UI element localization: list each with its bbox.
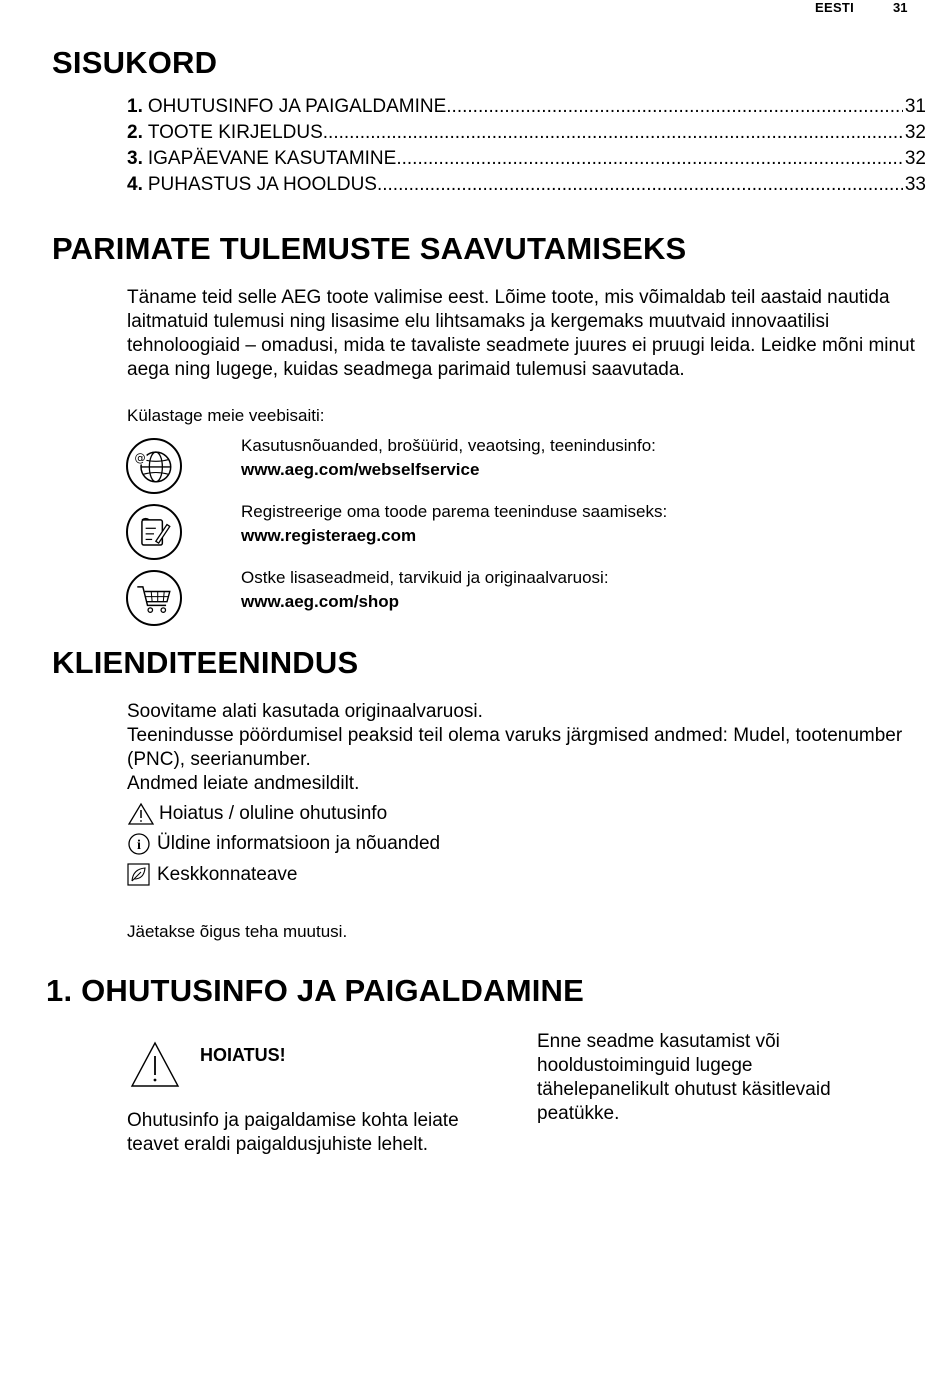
toc-item[interactable] bbox=[127, 148, 926, 174]
legend-environment-label: Keskkonnateave bbox=[157, 864, 298, 885]
legend-info bbox=[127, 832, 440, 856]
webselfservice-text: Kasutusnõuanded, brošüürid, veaotsing, teenindusinfo: bbox=[241, 436, 656, 455]
toc-title: SISUKORD bbox=[52, 45, 218, 80]
toc-item-number: 1. bbox=[127, 96, 143, 117]
toc-item-label: OHUTUSINFO JA PAIGALDAMINE bbox=[147, 96, 447, 117]
table-of-contents bbox=[127, 96, 926, 200]
toc-item-label: PUHASTUS JA HOOLDUS bbox=[147, 174, 377, 195]
customer-service-line2: Teenindusse pöördumisel peaksid teil olema varuks järgmised andmed: Mudel, tootenumber (PNC), seerianumber. bbox=[127, 725, 903, 770]
toc-item-page: 33 bbox=[904, 174, 926, 195]
svg-text:i: i bbox=[137, 838, 141, 853]
toc-item-page: 31 bbox=[904, 96, 926, 117]
legend-environment bbox=[127, 863, 298, 887]
safety-section-title: 1. OHUTUSINFO JA PAIGALDAMINE bbox=[46, 973, 584, 1008]
shop-info bbox=[241, 566, 609, 614]
legend-warning-label: Hoiatus / oluline ohutusinfo bbox=[159, 803, 388, 824]
warning-triangle-icon bbox=[127, 802, 155, 826]
visit-website-label: Külastage meie veebisaiti: bbox=[127, 406, 325, 425]
customer-service-line1: Soovitame alati kasutada originaalvaruosi. bbox=[127, 701, 483, 722]
register-text: Registreerige oma toode parema teeninduse saamiseks: bbox=[241, 502, 668, 521]
warning-heading: HOIATUS! bbox=[200, 1045, 286, 1065]
toc-item-page: 32 bbox=[904, 148, 926, 169]
toc-leader-dots bbox=[396, 148, 903, 170]
toc-item[interactable] bbox=[127, 122, 926, 148]
leaf-icon bbox=[127, 863, 153, 887]
toc-item-label: TOOTE KIRJELDUS bbox=[147, 122, 323, 143]
toc-leader-dots bbox=[323, 122, 903, 144]
safety-right-text: Enne seadme kasutamist või hooldustoiminguid lugege tähelepanelikult ohutust käsitlevaid peatükke. bbox=[537, 1031, 831, 1124]
page-number: 31 bbox=[893, 0, 908, 15]
warning-triangle-icon bbox=[130, 1040, 180, 1088]
toc-item-number: 3. bbox=[127, 148, 143, 169]
shop-link[interactable]: www.aeg.com/shop bbox=[241, 592, 400, 611]
disclaimer: Jäetakse õigus teha muutusi. bbox=[127, 922, 348, 941]
shopping-cart-icon bbox=[126, 570, 182, 626]
toc-item[interactable] bbox=[127, 174, 926, 200]
globe-at-icon bbox=[126, 438, 182, 494]
customer-service-line3: Andmed leiate andmesildilt. bbox=[127, 773, 360, 794]
legend-info-label: Üldine informatsioon ja nõuanded bbox=[157, 833, 441, 854]
toc-item-label: IGAPÄEVANE KASUTAMINE bbox=[147, 148, 397, 169]
webselfservice-link[interactable]: www.aeg.com/webselfservice bbox=[241, 460, 480, 479]
toc-item-number: 4. bbox=[127, 174, 143, 195]
best-results-title: PARIMATE TULEMUSTE SAAVUTAMISEKS bbox=[52, 231, 687, 266]
webselfservice-info bbox=[241, 434, 656, 482]
toc-item[interactable] bbox=[127, 96, 926, 122]
customer-service-title: KLIENDITEENINDUS bbox=[52, 645, 359, 680]
toc-item-number: 2. bbox=[127, 122, 143, 143]
register-info bbox=[241, 500, 667, 548]
register-notepad-icon bbox=[126, 504, 182, 560]
shop-text: Ostke lisaseadmeid, tarvikuid ja originaalvaruosi: bbox=[241, 568, 609, 587]
toc-leader-dots bbox=[377, 174, 903, 196]
legend-warning bbox=[127, 802, 387, 826]
best-results-intro: Täname teid selle AEG toote valimise eest. Lõime toote, mis võimaldab teil aastaid nautida laitmatuid tulemusi ning lisasime elu lihtsamaks ja kergemaks muutvaid innovaatilisi tehnoloogiaid – omadusi, mida te tavaliste seadmete juures ei pruugi leida. Leidke mõni minut aega ning lugege, kuidas seadmega parimaid tulemusi saavutada. bbox=[127, 287, 915, 380]
register-link[interactable]: www.registeraeg.com bbox=[241, 526, 417, 545]
toc-leader-dots bbox=[446, 96, 903, 118]
language-label: EESTI bbox=[815, 0, 855, 15]
toc-item-page: 32 bbox=[904, 122, 926, 143]
svg-text:@: @ bbox=[134, 451, 146, 465]
info-icon bbox=[127, 832, 153, 856]
safety-left-text: Ohutusinfo ja paigaldamise kohta leiate teavet eraldi paigaldusjuhiste lehelt. bbox=[127, 1110, 459, 1155]
